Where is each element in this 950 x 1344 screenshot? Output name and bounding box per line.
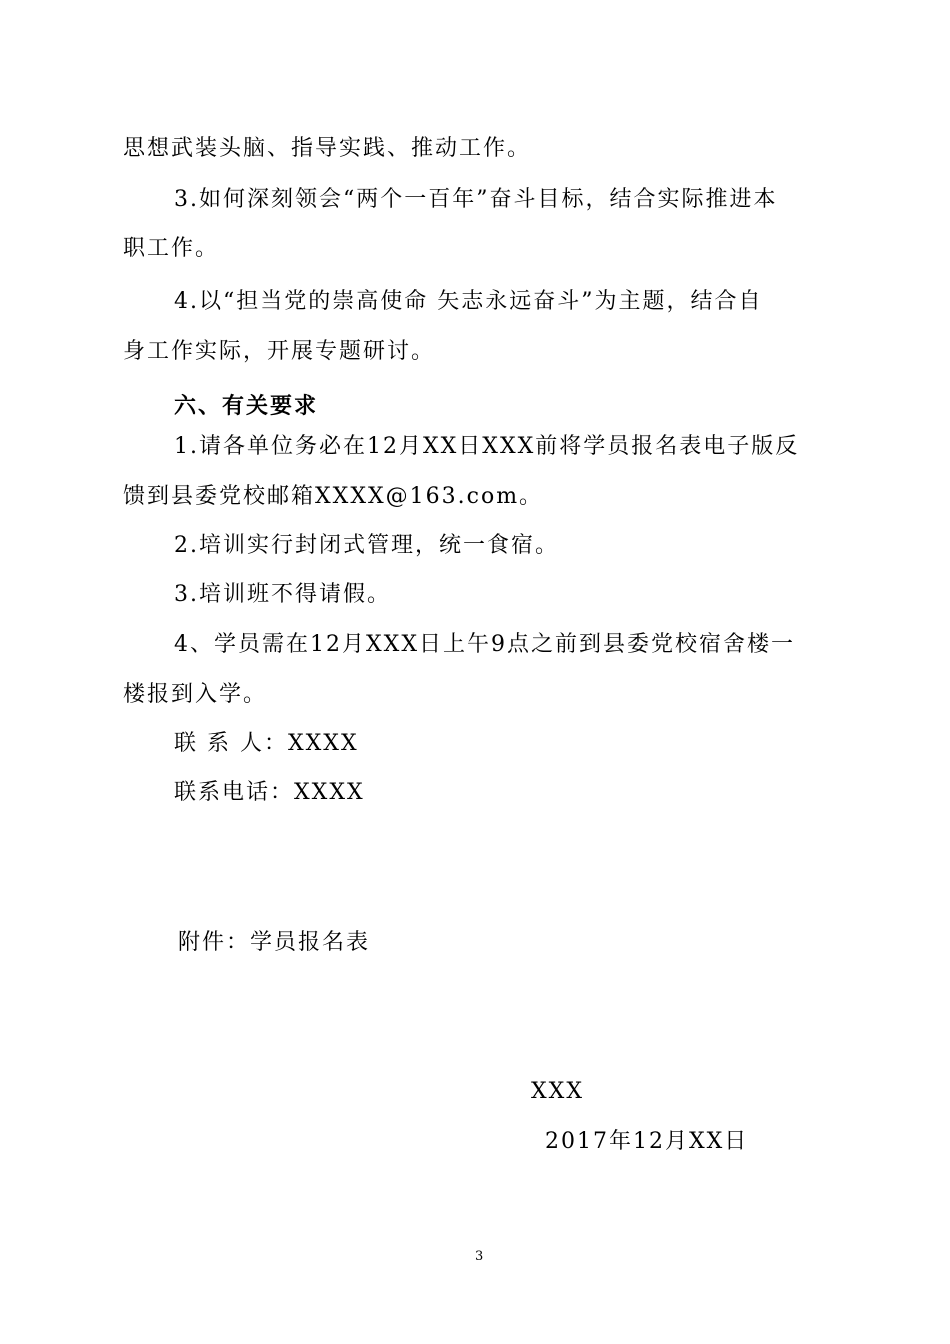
- signature-date: 2017年12月XX日: [545, 1129, 749, 1154]
- contact-person: 联 系 人：XXXX: [174, 731, 359, 756]
- contact-phone: 联系电话：XXXX: [174, 780, 365, 805]
- study-item-3: 3.如何深刻领会“两个一百年”奋斗目标，结合实际推进本: [174, 187, 778, 212]
- study-item-3-continuation: 职工作。: [123, 236, 220, 261]
- requirement-1: 1.请各单位务必在12月XX日XXX前将学员报名表电子版反: [174, 434, 800, 459]
- page-number: 3: [475, 1249, 484, 1264]
- paragraph-continuation: 思想武装头脑、指导实践、推动工作。: [123, 136, 532, 161]
- attachment-note: 附件：学员报名表: [178, 930, 371, 955]
- signature-organization: XXX: [531, 1079, 584, 1104]
- requirement-4: 4、学员需在12月XXX日上午9点之前到县委党校宿舍楼一: [174, 632, 795, 657]
- study-item-4-continuation: 身工作实际，开展专题研讨。: [123, 339, 436, 364]
- requirement-1-continuation: 馈到县委党校邮箱XXXX@163.com。: [123, 484, 544, 509]
- requirement-4-continuation: 楼报到入学。: [123, 682, 268, 707]
- study-item-4: 4.以“担当党的崇高使命 矢志永远奋斗”为主题，结合自: [174, 289, 763, 314]
- section-heading-requirements: 六、有关要求: [174, 394, 319, 419]
- requirement-3: 3.培训班不得请假。: [174, 582, 391, 607]
- requirement-2: 2.培训实行封闭式管理，统一食宿。: [174, 533, 559, 558]
